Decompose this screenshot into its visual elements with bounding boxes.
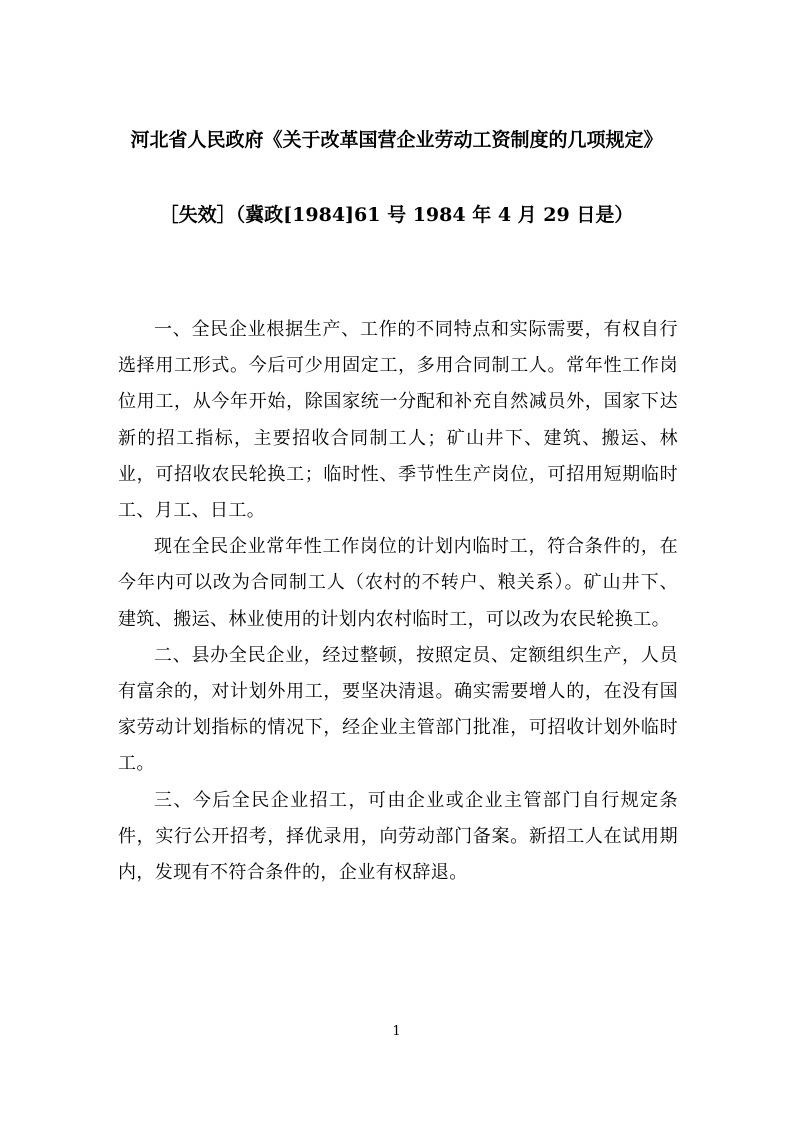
document-body — [118, 312, 678, 891]
page-number: 1 — [392, 1024, 401, 1039]
paragraph-3: 二、县办全民企业，经过整顿，按照定员、定额组织生产，人员有富余的，对计划外用工，要坚决清退。确实需要增人的，在没有国家劳动计划指标的情况下，经企业主管部门批准，可招收计划外临时工。 — [118, 644, 678, 775]
paragraph-1: 一、全民企业根据生产、工作的不同特点和实际需要，有权自行选择用工形式。今后可少用固定工，多用合同制工人。常年性工作岗位用工，从今年开始，除国家统一分配和补充自然减员外，国家下达新的招工指标，主要招收合同制工人；矿山井下、建筑、搬运、林业，可招收农民轮换工；临时性、季节性生产岗位，可招用短期临时工、月工、日工。 — [118, 319, 678, 522]
paragraph-4: 三、今后全民企业招工，可由企业或企业主管部门自行规定条件，实行公开招考，择优录用，向劳动部门备案。新招工人在试用期内，发现有不符合条件的，企业有权辞退。 — [118, 789, 678, 884]
document-subtitle: ［失效］（冀政[1984]61 号 1984 年 4 月 29 日是） — [159, 204, 634, 226]
document-title: 河北省人民政府《关于改革国营企业劳动工资制度的几项规定》 — [130, 129, 663, 151]
paragraph-2: 现在全民企业常年性工作岗位的计划内临时工，符合条件的，在今年内可以改为合同制工人（农村的不转户、粮关系）。矿山井下、建筑、搬运、林业使用的计划内农村临时工，可以改为农民轮换工。 — [118, 536, 678, 630]
